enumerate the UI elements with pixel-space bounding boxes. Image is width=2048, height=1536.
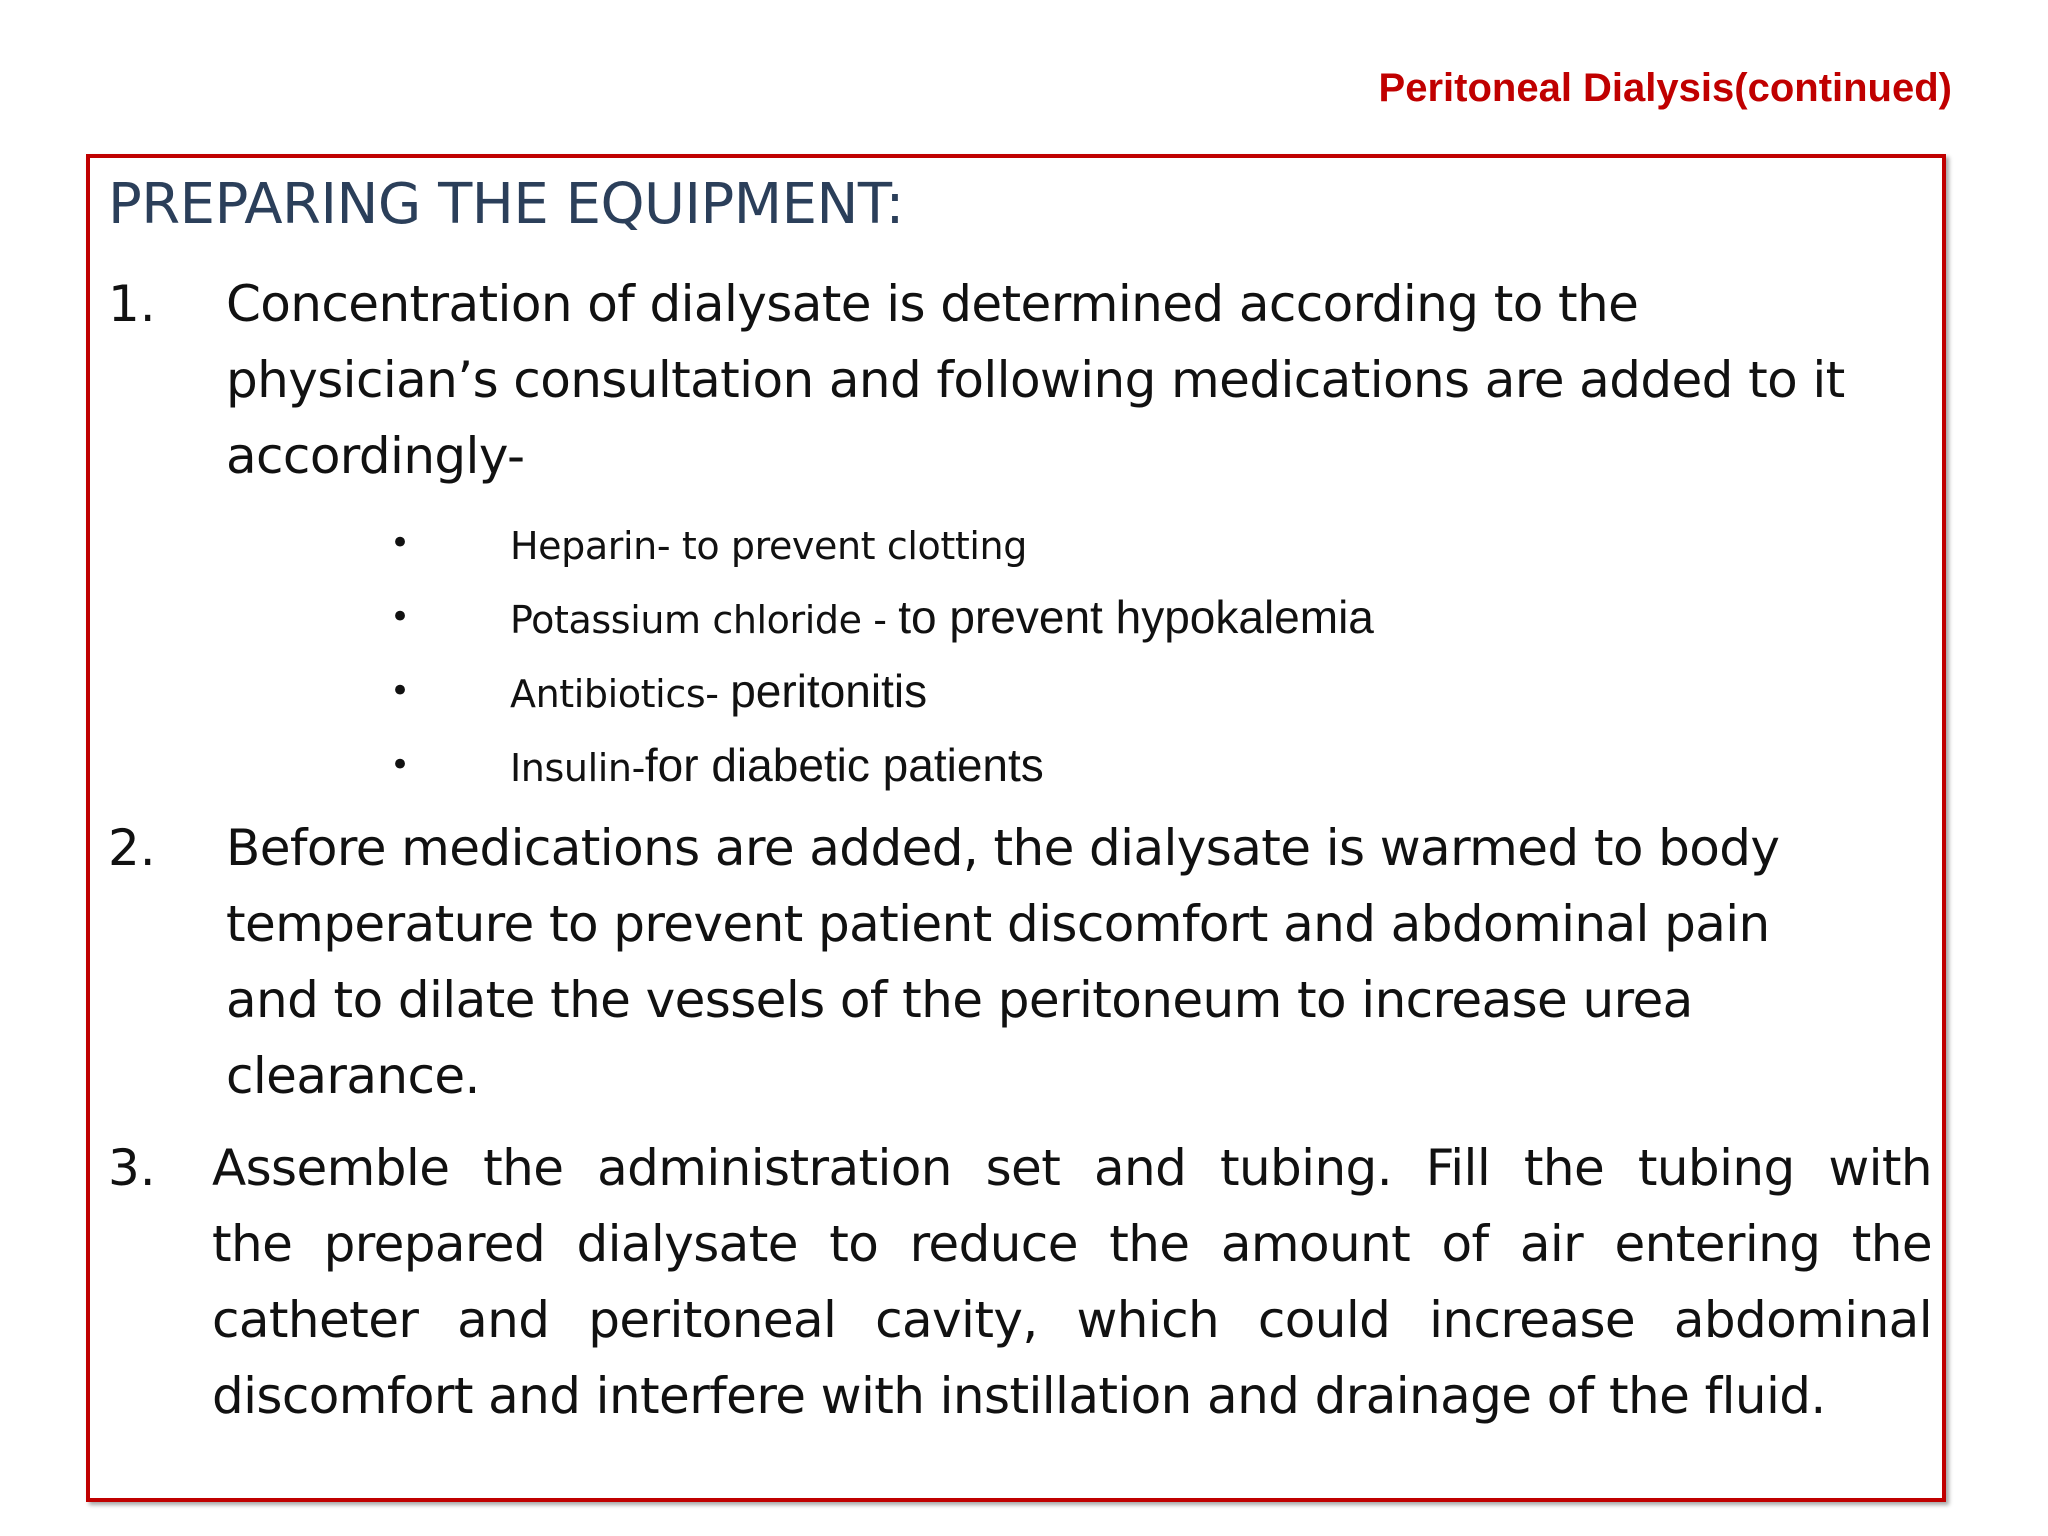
text-line: and to dilate the vessels of the peritoneum to increase urea [226, 971, 1693, 1029]
text-line: Concentration of dialysate is determined according to the [226, 275, 1639, 333]
bullet-icon: • [390, 671, 411, 711]
medication-name: Insulin- [510, 746, 645, 790]
text-line: clearance. [226, 1047, 480, 1105]
list-item-number: 1. [108, 275, 156, 333]
text-line: discomfort and interfere with instillation and drainage of the fluid. [212, 1367, 1826, 1425]
list-item-text [226, 266, 1845, 494]
medication-purpose: for diabetic patients [644, 739, 1044, 791]
bullet-icon: • [390, 745, 411, 785]
text-line: Assemble the administration set and tubing. Fill the tubing with [212, 1139, 1932, 1197]
slide-title: Peritoneal Dialysis(continued) [1378, 66, 1952, 110]
text-line: temperature to prevent patient discomfort and abdominal pain [226, 895, 1770, 953]
bullet-icon: • [390, 523, 411, 563]
medication-purpose: peritonitis [730, 665, 928, 717]
medication-purpose: to prevent hypokalemia [898, 591, 1374, 643]
list-item-text [212, 1130, 1932, 1434]
text-line: the prepared dialysate to reduce the amount of air entering the [212, 1215, 1932, 1273]
list-item-text [226, 810, 1779, 1114]
medication-name: Heparin- to prevent clotting [510, 524, 1027, 568]
medication-name: Potassium chloride - [510, 598, 899, 642]
list-item-number: 2. [108, 819, 156, 877]
text-line: accordingly- [226, 427, 525, 485]
text-line: physician’s consultation and following medications are added to it [226, 351, 1845, 409]
list-item-number: 3. [108, 1139, 156, 1197]
section-heading: PREPARING THE EQUIPMENT: [108, 172, 904, 237]
text-line: Before medications are added, the dialysate is warmed to body [226, 819, 1780, 877]
text-line: catheter and peritoneal cavity, which could increase abdominal [212, 1291, 1932, 1349]
medication-name: Antibiotics- [510, 672, 731, 716]
bullet-icon: • [390, 597, 411, 637]
